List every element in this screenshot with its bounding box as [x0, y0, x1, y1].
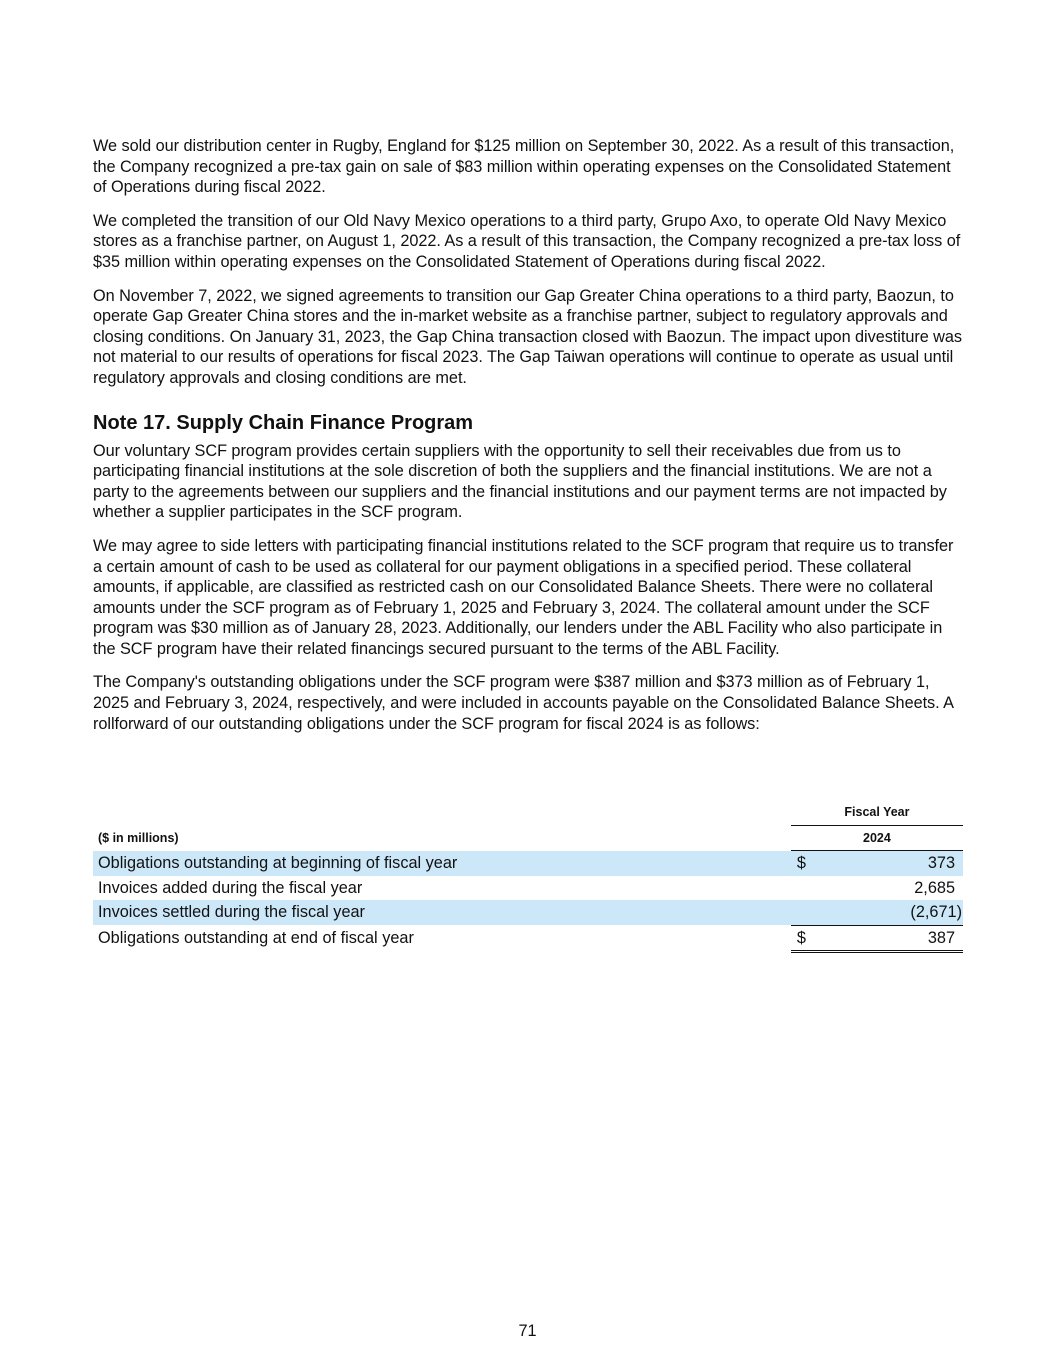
- unit-label: ($ in millions): [98, 830, 179, 845]
- scf-rollforward-table-container: [93, 800, 963, 953]
- paragraph-scf-overview: Our voluntary SCF program provides certain suppliers with the opportunity to sell their receivables due from us to participating financial institutions at the sole discretion of both the suppliers and the financial institutions. We are not a party to the agreements between our suppliers and the financial institutions and our payment terms are not impacted by whether a supplier participates in the SCF program.: [93, 441, 947, 522]
- row-value: 373: [827, 851, 963, 876]
- paragraph-rugby-sale: We sold our distribution center in Rugby, England for $125 million on September 30, 2022. As a result of this transaction, the Company recognized a pre-tax gain on sale of $83 million within operating expenses on the Consolidated Statement of Operations during fiscal 2022.: [93, 137, 955, 197]
- table-header-row: [93, 825, 963, 851]
- document-page: [93, 136, 963, 747]
- row-currency: $: [791, 925, 827, 952]
- table-header-group-row: [93, 800, 963, 825]
- table-row-total: [93, 925, 963, 952]
- table-row: [93, 900, 963, 925]
- paragraph-old-navy-mexico: We completed the transition of our Old Navy Mexico operations to a third party, Grupo Axo, to operate Old Navy Mexico stores as a franchise partner, on August 1, 2022. As a result of this transaction, the Company recognized a pre-tax loss of $35 million within operating expenses on the Consolidated Statement of Operations during fiscal 2022.: [93, 211, 961, 271]
- row-value: 2,685: [914, 878, 955, 897]
- row-label: Obligations outstanding at beginning of fiscal year: [93, 851, 791, 876]
- table-row: [93, 876, 963, 901]
- column-year-header: 2024: [791, 825, 963, 851]
- row-label: Obligations outstanding at end of fiscal year: [98, 929, 414, 947]
- row-value: 387: [827, 925, 963, 952]
- column-group-header: Fiscal Year: [791, 800, 963, 825]
- row-label: Invoices settled during the fiscal year: [93, 900, 791, 925]
- row-currency: $: [791, 851, 827, 876]
- table-row: [93, 851, 963, 876]
- paragraph-gap-greater-china: On November 7, 2022, we signed agreements to transition our Gap Greater China operations to a third party, Baozun, to operate Gap Greater China stores and the in-market website as a franchise partner, subject to regulatory approvals and closing conditions. On January 31, 2023, the Gap China transaction closed with Baozun. The impact upon divestiture was not material to our results of operations for fiscal 2023. The Gap Taiwan operations will continue to operate as usual until regulatory approvals and closing conditions are met.: [93, 286, 962, 387]
- scf-rollforward-table: [93, 800, 963, 953]
- row-value: (2,671): [827, 900, 963, 925]
- page-number: 71: [518, 1322, 537, 1340]
- paragraph-scf-collateral: We may agree to side letters with participating financial institutions related to the SCF program that require us to transfer a certain amount of cash to be used as collateral for our payment obligations in a specified period. These collateral amounts, if applicable, are classified as restricted cash on our Consolidated Balance Sheets. There were no collateral amounts under the SCF program as of February 1, 2025 and February 3, 2024. The collateral amount under the SCF program was $30 million as of January 28, 2023. Additionally, our lenders under the ABL Facility who also participate in the SCF program have their related financings secured pursuant to the terms of the ABL Facility.: [93, 536, 954, 658]
- note-17-heading: Note 17. Supply Chain Finance Program: [93, 411, 474, 434]
- row-currency: [791, 900, 827, 925]
- paragraph-scf-obligations: The Company's outstanding obligations under the SCF program were $387 million and $373 million as of February 1, 2025 and February 3, 2024, respectively, and were included in accounts payable on the Consolidated Balance Sheets. A rollforward of our outstanding obligations under the SCF program for fiscal 2024 is as follows:: [93, 673, 954, 733]
- row-label: Invoices added during the fiscal year: [98, 878, 363, 897]
- row-currency: [791, 876, 827, 901]
